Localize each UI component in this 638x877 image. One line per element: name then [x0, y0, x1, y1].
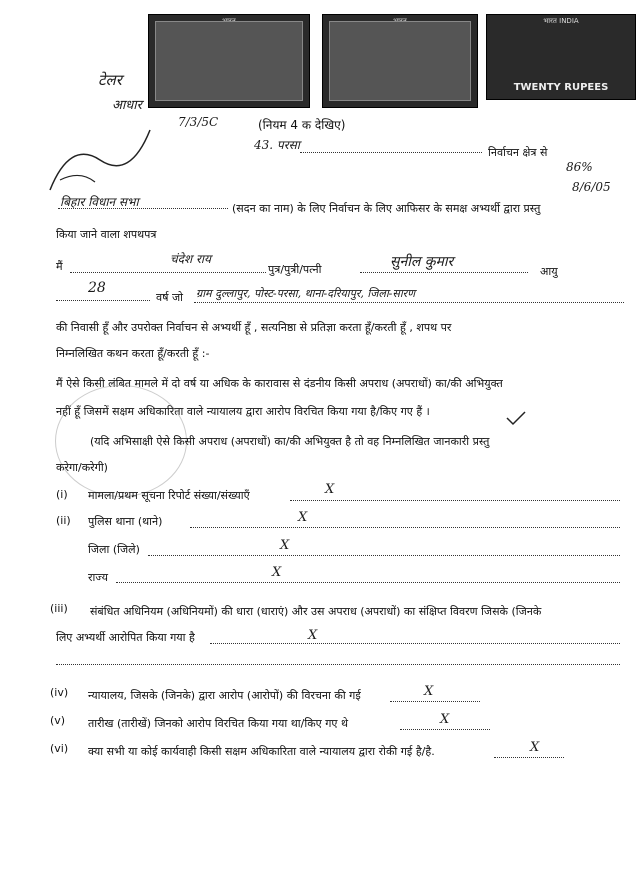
item-iv-label: न्यायालय, जिसके (जिनके) द्वारा आरोप (आरोपों) की विरचना की गई [88, 689, 361, 702]
district-line [148, 555, 620, 556]
item-ii-mark: X [298, 510, 308, 525]
address-line [194, 302, 624, 303]
constituency-label: निर्वाचन क्षेत्र से [488, 146, 548, 159]
item-i-mark: X [325, 482, 335, 497]
signature-scribble [40, 120, 160, 200]
stamp-top-text: भारत INDIA [543, 17, 579, 25]
item-iii-line-a: संबंधित अधिनियम (अधिनियमों) की धारा (धाराएं) और उस अपराध (अपराधों) का संक्षिप्त विवरण जिसके (जिनके [90, 605, 542, 618]
item-ii-label: पुलिस थाना (थाने) [88, 515, 163, 528]
clause-2-line-a: (यदि अभिसाक्षी ऐसे किसी अपराध (अपराधों) का/की अभियुक्त है तो वह निम्नलिखित जानकारी प्रस्तु [90, 435, 490, 448]
handwritten-date: 8/6/05 [572, 180, 611, 194]
item-iv-line [390, 701, 480, 702]
item-iii-number: (iii) [50, 602, 68, 615]
item-iii-extra-line [56, 664, 620, 665]
item-iii-line [210, 643, 620, 644]
revenue-stamp-3 [486, 14, 636, 100]
handwritten-note-1: टेलर [98, 71, 122, 89]
item-ii-number: (ii) [56, 514, 71, 527]
item-i-line [290, 500, 620, 501]
item-vi-line [494, 757, 564, 758]
item-v-label: तारीख (तारीखें) जिनको आरोप विरचित किया गया था/किए गए थे [88, 717, 349, 730]
years-label: वर्ष जो [156, 291, 183, 304]
revenue-stamp-1 [148, 14, 310, 108]
clause-1-line-a: मैं ऐसे किसी लंबित मामले में दो वर्ष या अधिक के कारावास से दंडनीय किसी अपराध (अपराधों) का/की अभियुक्त [56, 377, 503, 390]
handwritten-code: 7/3/5C [178, 115, 219, 129]
father-name: सुनील कुमार [390, 254, 454, 270]
item-iv-mark: X [424, 684, 434, 699]
tick-mark [505, 410, 527, 426]
district-mark: X [280, 538, 290, 553]
house-name: बिहार विधान सभा [60, 195, 139, 209]
statement-line: निम्नलिखित कथन करता हूँ/करती हूँ :- [56, 347, 210, 360]
state-label: राज्य [88, 571, 109, 584]
affidavit-intro-line: (सदन का नाम) के लिए निर्वाचन के लिए आफिसर के समक्ष अभ्यर्थी द्वारा प्रस्तु [232, 202, 541, 215]
revenue-stamp-2 [322, 14, 478, 108]
handwritten-note-2: आधार [112, 98, 142, 113]
state-line [116, 582, 620, 583]
affidavit-intro-line-2: किया जाने वाला शपथपत्र [56, 228, 157, 241]
me-label: मैं [56, 260, 63, 273]
rule-reference: (नियम 4 क देखिए) [258, 118, 346, 132]
stamp-value-label: TWENTY RUPEES [513, 82, 609, 93]
item-iii-line-b: लिए अभ्यर्थी आरोपित किया गया है [56, 631, 195, 644]
item-i-label: मामला/प्रथम सूचना रिपोर्ट संख्या/संख्याएँ [88, 489, 250, 502]
item-v-number: (v) [50, 714, 66, 727]
age-label: आयु [540, 265, 558, 278]
address-value: ग्राम दुल्लापुर, पोस्ट-परसा, थाना-दरियापुर, जिला-सारण [196, 287, 416, 300]
item-iv-number: (iv) [50, 686, 69, 699]
item-i-number: (i) [56, 488, 68, 501]
relation-label: पुत्र/पुत्री/पत्नी [268, 263, 322, 276]
house-name-line [58, 208, 228, 209]
stamp-image [155, 21, 303, 101]
item-vi-label: क्या सभी या कोई कार्यवाही किसी सक्षम अधिकारिता वाले न्यायालय द्वारा रोकी गई है/है. [88, 745, 435, 758]
item-vi-mark: X [530, 740, 540, 755]
constituency-line [300, 152, 482, 153]
clause-1-line-b: नहीं हूँ जिसमें सक्षम अधिकारिता वाले न्यायालय द्वारा आरोप विरचित किया गया है/किए गए हैं । [56, 405, 430, 418]
name-line [70, 272, 266, 273]
father-name-line [360, 272, 528, 273]
handwritten-receipt: 86% [566, 160, 593, 174]
item-v-line [400, 729, 490, 730]
state-mark: X [272, 565, 282, 580]
resident-line: की निवासी हूँ और उपरोक्त निर्वाचन से अभ्यर्थी हूँ , सत्यनिष्ठा से प्रतिज्ञा करता हूँ/करती हूँ , शपथ पर [56, 321, 452, 334]
item-iii-mark: X [308, 628, 318, 643]
age-line [56, 300, 150, 301]
district-label: जिला (जिले) [88, 543, 140, 556]
stamp-image [329, 21, 471, 101]
item-vi-number: (vi) [50, 742, 69, 755]
item-v-mark: X [440, 712, 450, 727]
deponent-name: चंदेश राय [170, 252, 211, 266]
item-ii-line [190, 527, 620, 528]
age-value: 28 [88, 280, 106, 296]
constituency-number: 43. परसा [254, 138, 300, 152]
clause-2-line-b: करेगा/करेगी) [56, 461, 108, 474]
